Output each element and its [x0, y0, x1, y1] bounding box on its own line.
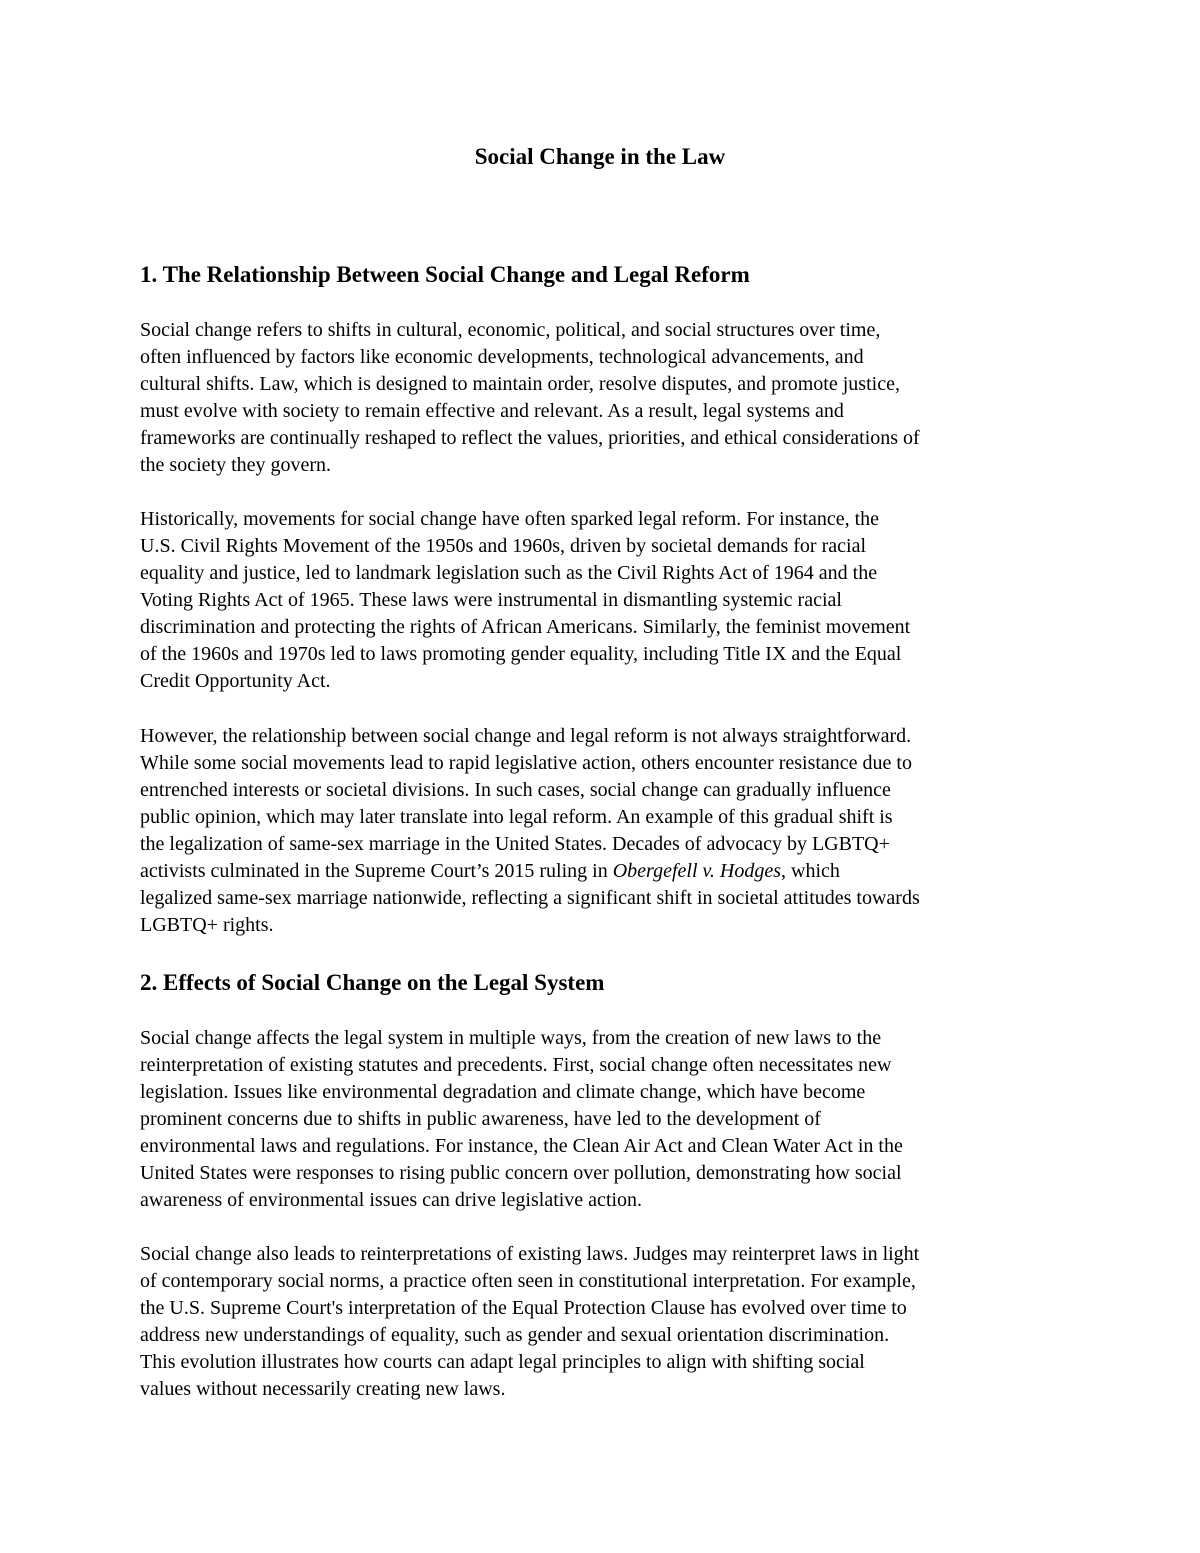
- paragraph-line: legalized same-sex marriage nationwide, reflecting a significant shift in societal attitudes towards: [140, 887, 920, 909]
- paragraph-line: Voting Rights Act of 1965. These laws were instrumental in dismantling systemic racial: [140, 589, 842, 611]
- paragraph-line: often influenced by factors like economic developments, technological advancements, and: [140, 346, 864, 368]
- paragraph-line: must evolve with society to remain effective and relevant. As a result, legal systems and: [140, 400, 844, 422]
- paragraph-line: awareness of environmental issues can drive legislative action.: [140, 1189, 643, 1211]
- paragraph-line: prominent concerns due to shifts in public awareness, have led to the development of: [140, 1108, 821, 1130]
- line-text-before-case: activists culminated in the Supreme Court’s 2015 ruling in: [140, 860, 613, 882]
- paragraph-1-3: [140, 723, 1080, 939]
- paragraph-line: the U.S. Supreme Court's interpretation of the Equal Protection Clause has evolved over time to: [140, 1297, 907, 1319]
- paragraph-line: legislation. Issues like environmental degradation and climate change, which have become: [140, 1081, 866, 1103]
- paragraph-line: While some social movements lead to rapid legislative action, others encounter resistance due to: [140, 752, 912, 774]
- paragraph-line: Social change affects the legal system in multiple ways, from the creation of new laws to the: [140, 1027, 882, 1049]
- paragraph-line: LGBTQ+ rights.: [140, 914, 274, 936]
- paragraph-line: values without necessarily creating new laws.: [140, 1378, 506, 1400]
- paragraph-line: This evolution illustrates how courts can adapt legal principles to align with shifting social: [140, 1351, 865, 1373]
- paragraph-line: Social change refers to shifts in cultural, economic, political, and social structures over time,: [140, 319, 881, 341]
- section-heading-1: 1. The Relationship Between Social Change and Legal Reform: [140, 262, 750, 287]
- section-heading-2: 2. Effects of Social Change on the Legal System: [140, 970, 605, 995]
- paragraph-line: the legalization of same-sex marriage in the United States. Decades of advocacy by LGBTQ+: [140, 833, 890, 855]
- paragraph-line: U.S. Civil Rights Movement of the 1950s and 1960s, driven by societal demands for racial: [140, 535, 866, 557]
- paragraph-line: the society they govern.: [140, 454, 332, 476]
- paragraph-line: reinterpretation of existing statutes and precedents. First, social change often necessitates new: [140, 1054, 892, 1076]
- paragraph-1-1: [140, 317, 1080, 479]
- document-title: Social Change in the Law: [474, 144, 726, 169]
- paragraph-line: of the 1960s and 1970s led to laws promoting gender equality, including Title IX and the Equal: [140, 643, 902, 665]
- paragraph-line: environmental laws and regulations. For instance, the Clean Air Act and Clean Water Act in the: [140, 1135, 903, 1157]
- paragraph-2-1: [140, 1025, 1080, 1214]
- paragraph-line: cultural shifts. Law, which is designed to maintain order, resolve disputes, and promote justice,: [140, 373, 900, 395]
- paragraph-line: equality and justice, led to landmark legislation such as the Civil Rights Act of 1964 and the: [140, 562, 878, 584]
- paragraph-line: Social change also leads to reinterpretations of existing laws. Judges may reinterpret laws in light: [140, 1243, 920, 1265]
- paragraph-2-2: [140, 1241, 1080, 1403]
- paragraph-line: address new understandings of equality, such as gender and sexual orientation discrimination.: [140, 1324, 890, 1346]
- paragraph-line: frameworks are continually reshaped to reflect the values, priorities, and ethical considerations of: [140, 427, 920, 449]
- paragraph-line: United States were responses to rising public concern over pollution, demonstrating how social: [140, 1162, 902, 1184]
- paragraph-line: public opinion, which may later translate into legal reform. An example of this gradual shift is: [140, 806, 893, 828]
- paragraph-1-2: [140, 506, 1080, 695]
- paragraph-line: discrimination and protecting the rights of African Americans. Similarly, the feminist movement: [140, 616, 911, 638]
- paragraph-line: Credit Opportunity Act.: [140, 670, 331, 692]
- paragraph-line: entrenched interests or societal divisions. In such cases, social change can gradually influence: [140, 779, 891, 801]
- paragraph-line: Historically, movements for social change have often sparked legal reform. For instance, the: [140, 508, 880, 530]
- paragraph-line-with-case: [140, 858, 1080, 885]
- paragraph-line: However, the relationship between social change and legal reform is not always straightforward.: [140, 725, 912, 747]
- paragraph-line: of contemporary social norms, a practice often seen in constitutional interpretation. For example,: [140, 1270, 916, 1292]
- case-citation: Obergefell v. Hodges: [612, 860, 781, 882]
- line-text-after-case: , which: [781, 860, 840, 882]
